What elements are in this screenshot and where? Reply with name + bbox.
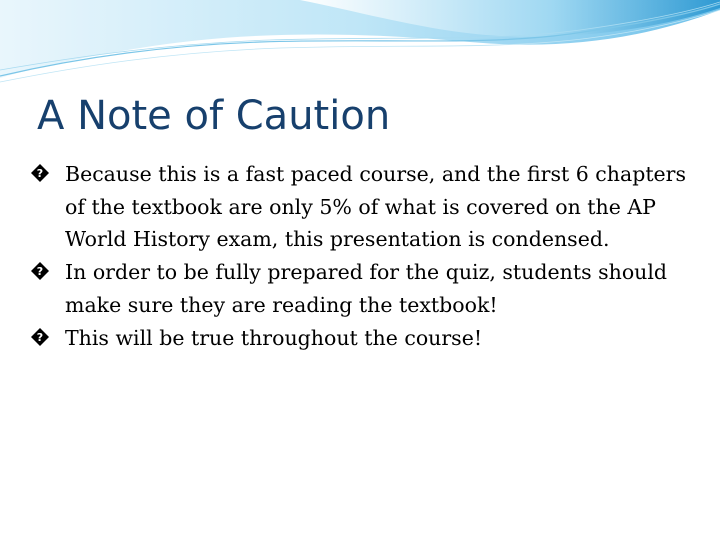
bullet-item <box>30 256 690 321</box>
missing-glyph-icon <box>30 256 65 289</box>
svg-text:?: ? <box>36 265 44 279</box>
missing-glyph-icon <box>30 322 65 355</box>
bullet-text: Because this is a fast paced course, and the first 6 chapters of the textbook are only 5% of what is covered on the AP World History exam, this presentation is condensed. <box>65 162 687 252</box>
svg-text:?: ? <box>36 330 44 344</box>
bullet-list <box>30 158 690 354</box>
bullet-text: In order to be fully prepared for the quiz, students should make sure they are reading the textbook! <box>65 260 668 317</box>
slide-title: A Note of Caution <box>37 93 391 139</box>
header-wave-decoration <box>0 0 720 90</box>
bullet-item <box>30 158 690 256</box>
svg-text:?: ? <box>36 167 44 180</box>
bullet-item <box>30 322 690 355</box>
missing-glyph-icon <box>30 158 65 191</box>
bullet-text: This will be true throughout the course! <box>65 325 483 350</box>
